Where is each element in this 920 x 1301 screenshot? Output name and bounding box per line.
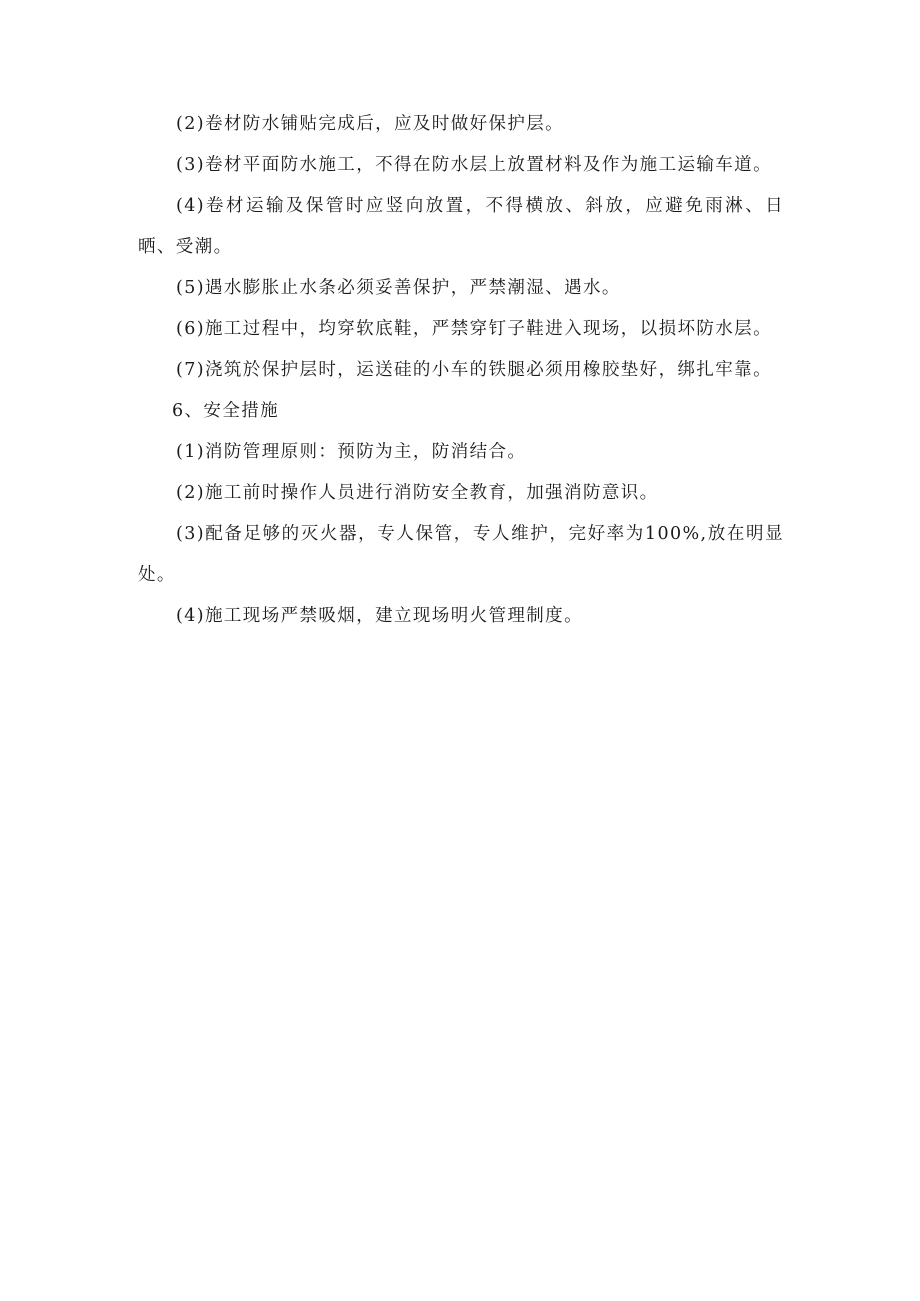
paragraph-fire-education: (2)施工前时操作人员进行消防安全教育，加强消防意识。 [176, 483, 659, 503]
paragraph-extinguishers: (3)配备足够的灭火器，专人保管，专人维护，完好率为100%,放在明显处。 [138, 524, 784, 585]
paragraph-no-smoking: (4)施工现场严禁吸烟，建立现场明火管理制度。 [176, 606, 583, 626]
document-body [138, 104, 784, 637]
paragraph-water-stop-strip: (5)遇水膨胀止水条必须妥善保护，严禁潮湿、遇水。 [176, 278, 621, 298]
section-heading-safety: 6、安全措施 [172, 401, 280, 421]
paragraph-protection-layer: (2)卷材防水铺贴完成后，应及时做好保护层。 [176, 114, 565, 134]
paragraph-fire-principle: (1)消防管理原则：预防为主，防消结合。 [176, 442, 527, 462]
paragraph-soft-shoes: (6)施工过程中，均穿软底鞋，严禁穿钉子鞋进入现场，以损坏防水层。 [176, 319, 772, 339]
paragraph-flat-waterproofing: (3)卷材平面防水施工，不得在防水层上放置材料及作为施工运输车道。 [176, 155, 772, 175]
paragraph-transport-storage: (4)卷材运输及保管时应竖向放置，不得横放、斜放，应避免雨淋、日晒、受潮。 [138, 196, 784, 257]
paragraph-cart-rubber-pads: (7)浇筑於保护层时，运送硅的小车的铁腿必须用橡胶垫好，绑扎牢靠。 [176, 360, 772, 380]
